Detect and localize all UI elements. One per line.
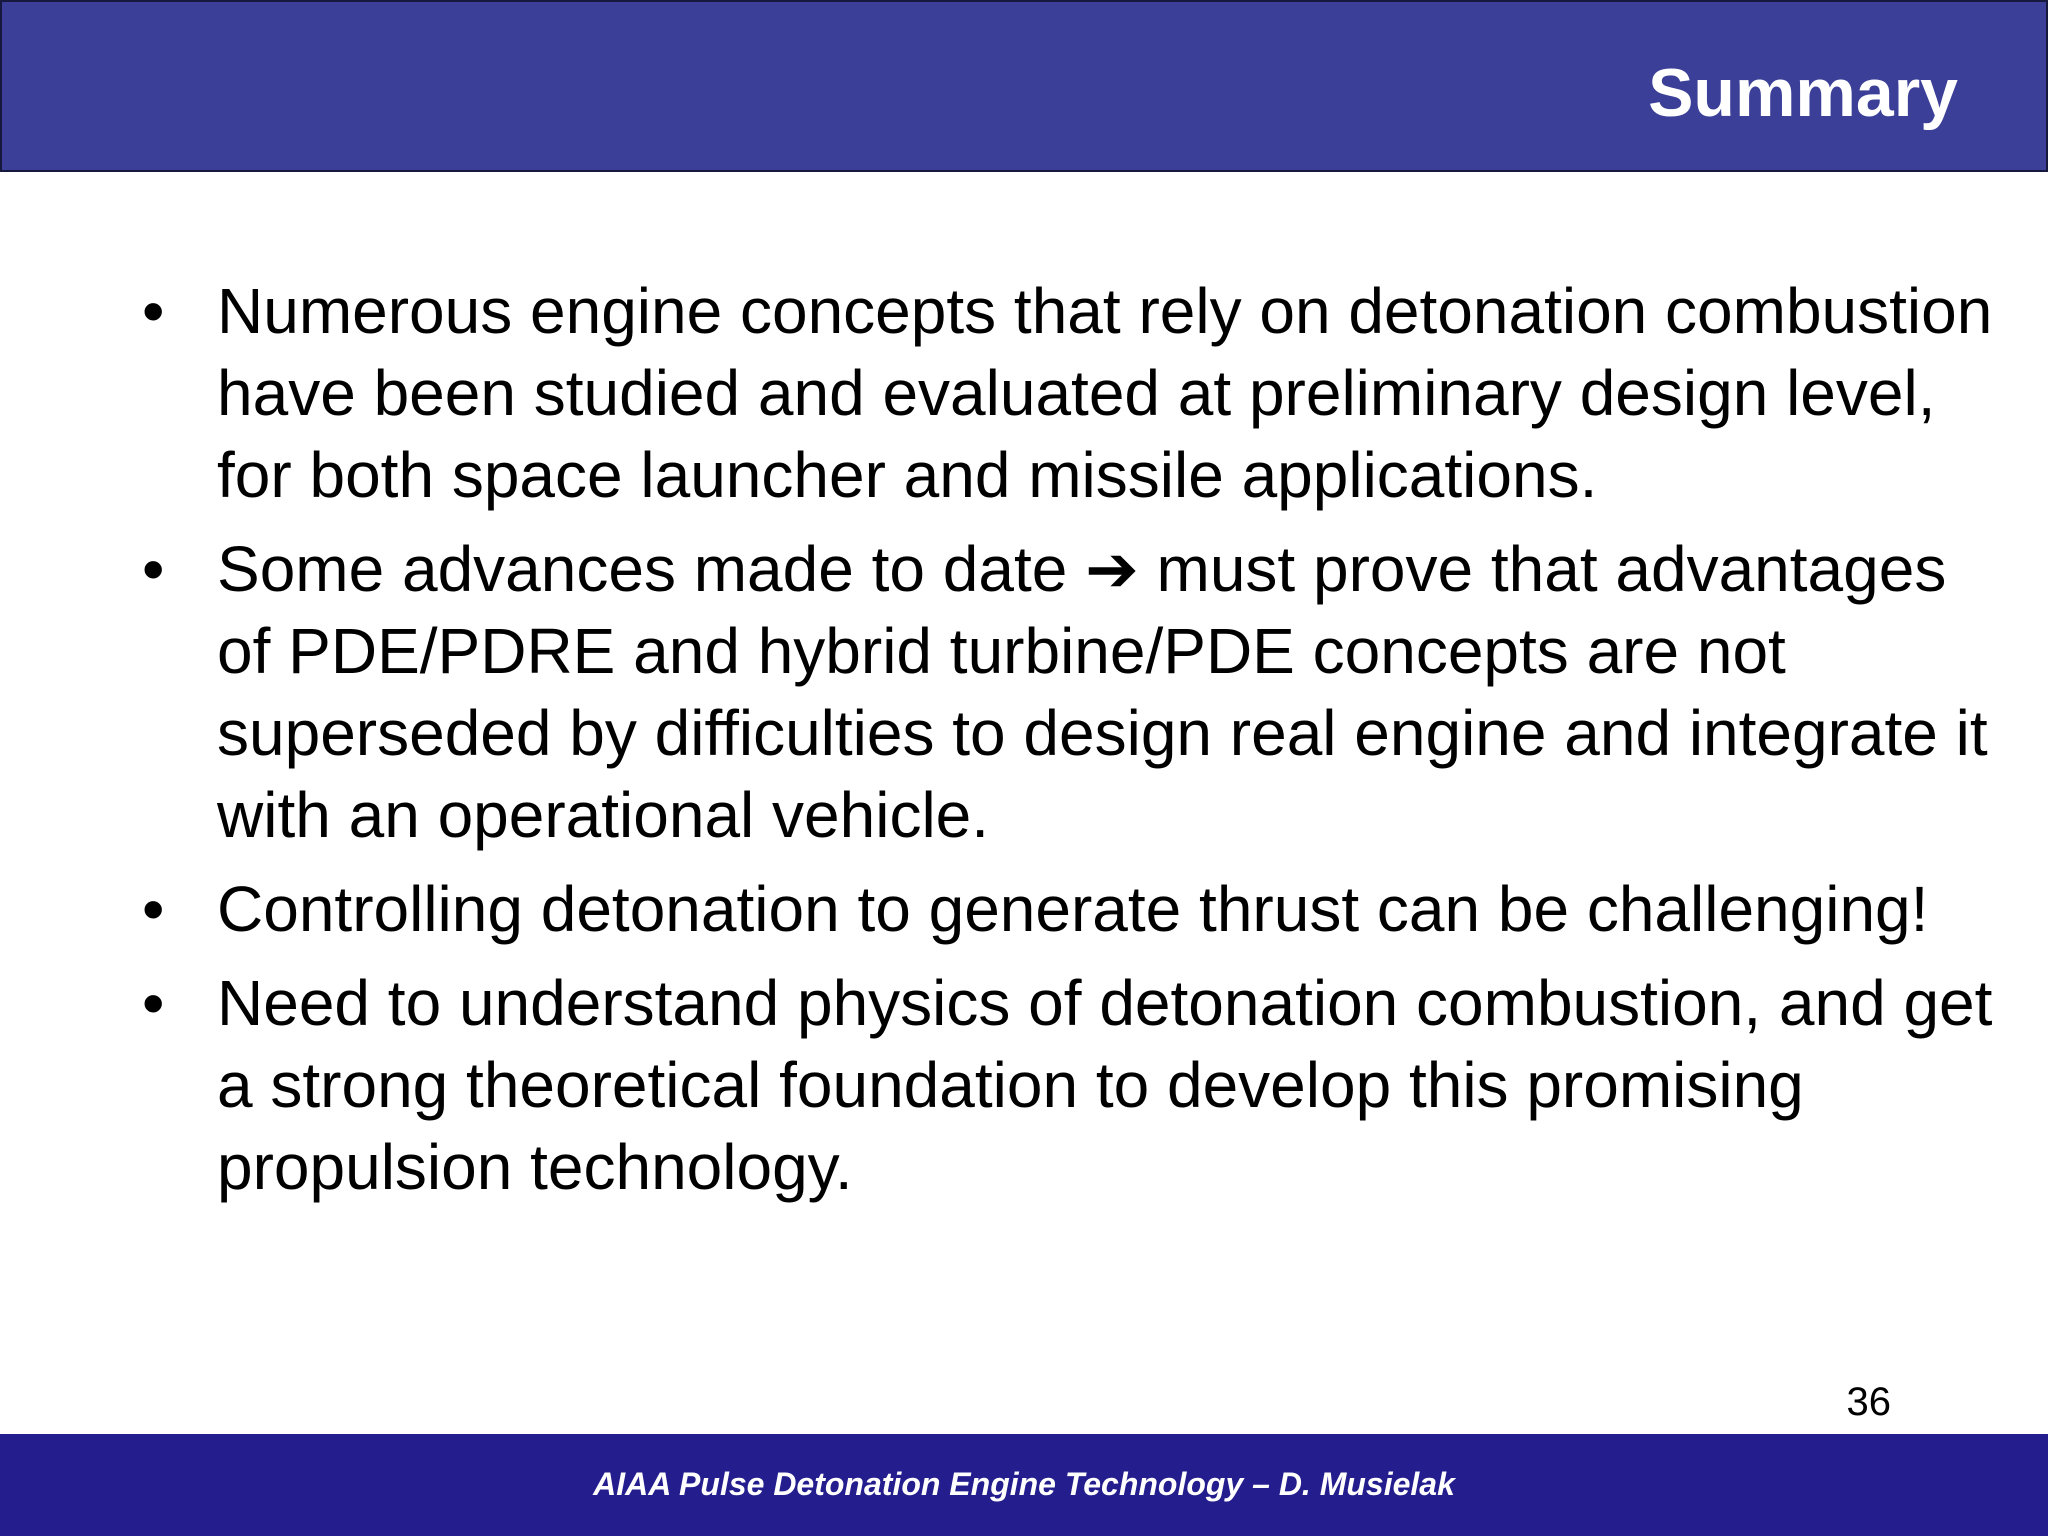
page-number: 36 [1846, 1380, 1891, 1424]
bullet-text: Need to understand physics of detonation combustion, and get a strong theoretical foundation to develop this promising propulsion technology. [217, 967, 1993, 1203]
bullet-list [0, 270, 2048, 1208]
bullet-item [0, 528, 2048, 856]
slide-title: Summary [1648, 55, 1958, 131]
bullet-text: Numerous engine concepts that rely on detonation combustion have been studied and evaluated at preliminary design level, for both space launcher and missile applications. [217, 275, 1993, 511]
footer-text: AIAA Pulse Detonation Engine Technology – D. Musielak [593, 1466, 1455, 1502]
slide-content [0, 270, 2048, 1370]
bullet-item [0, 270, 2048, 516]
bullet-point: • [142, 275, 165, 347]
bullet-text: Some advances made to date ➔ must prove that advantages of PDE/PDRE and hybrid turbine/PDE concepts are not superseded by difficulties to design real engine and integrate it with an operational vehicle. [217, 533, 1988, 851]
footer-bar [0, 1434, 2048, 1536]
bullet-text: Controlling detonation to generate thrust can be challenging! [217, 873, 1929, 945]
bullet-item [0, 868, 2048, 950]
bullet-point: • [142, 873, 165, 945]
bullet-point: • [142, 533, 165, 605]
bullet-point: • [142, 967, 165, 1039]
bullet-item [0, 962, 2048, 1208]
header-bar [0, 0, 2048, 172]
